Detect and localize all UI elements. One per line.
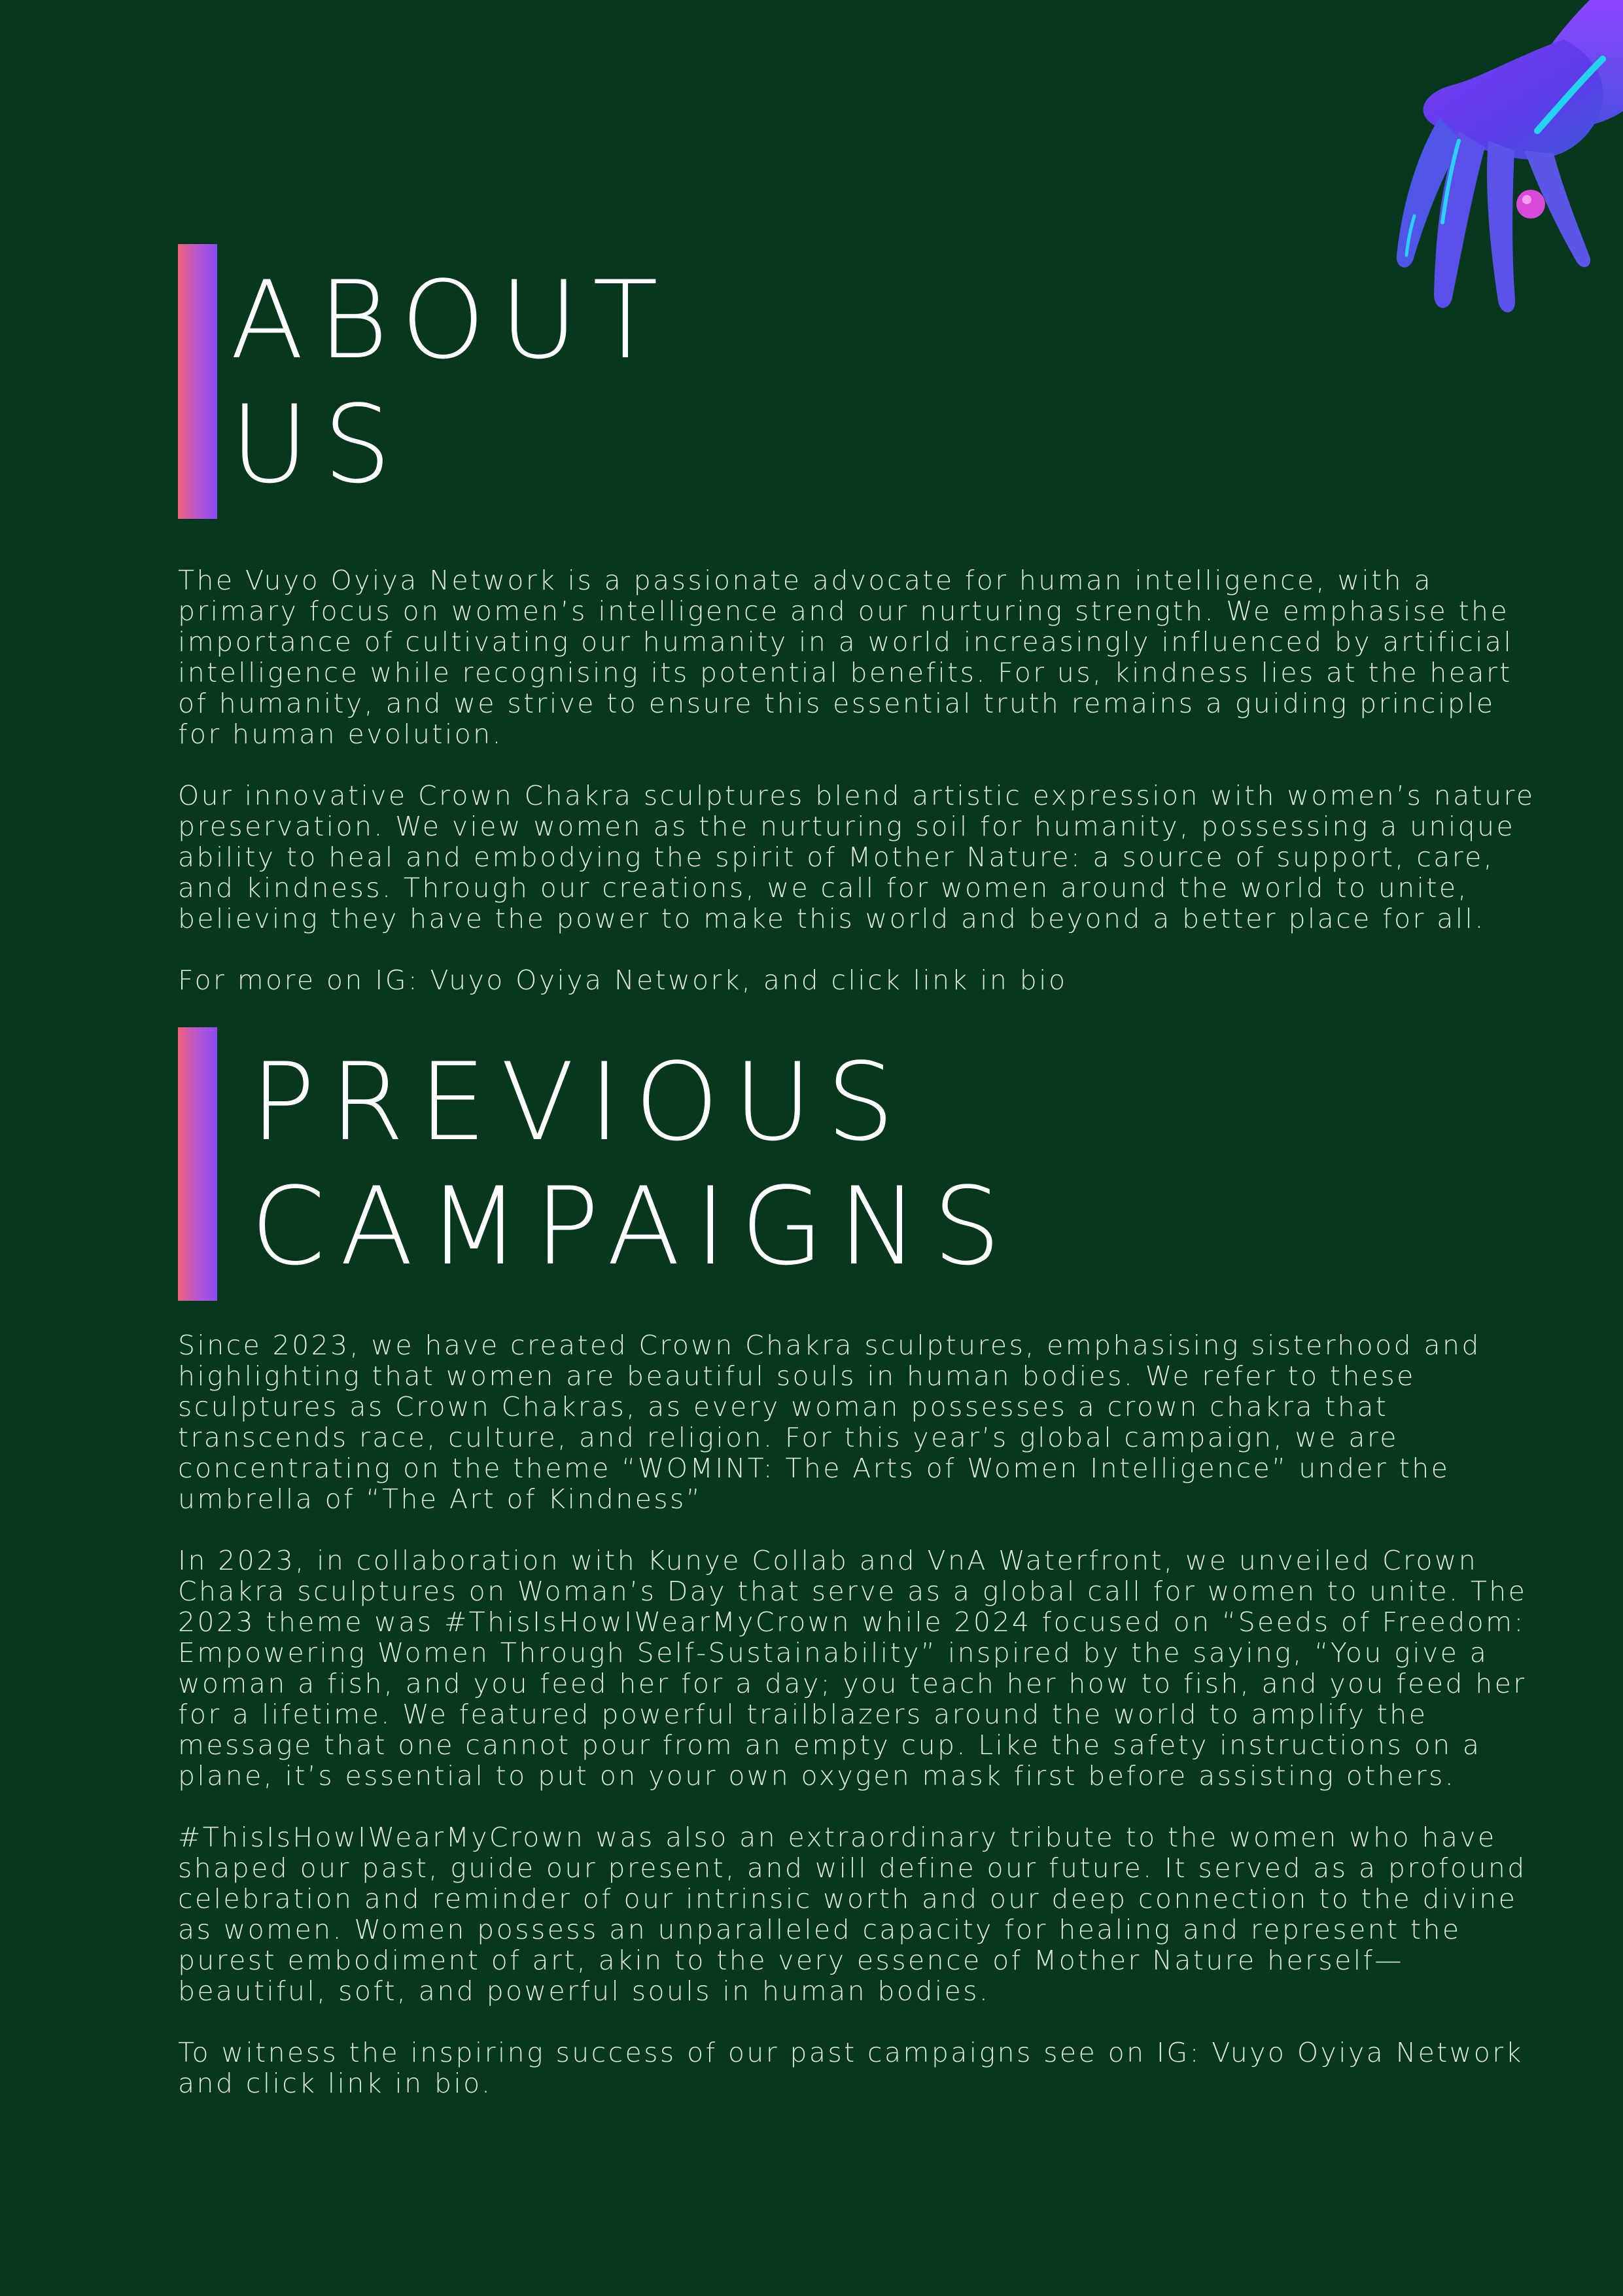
campaigns-heading: PREVIOUS CAMPAIGNS — [251, 1040, 1016, 1289]
campaigns-paragraph-1: Since 2023, we have created Crown Chakra sculptures, emphasising sisterhood and highlighting that women are beautiful souls in human bodies. We refer to these sculptures as Crown Chakras, as every woman possesses a crown chakra that transcends race, culture, and religion. For this year’s global campaign, we are concentrating on the theme “WOMINT: The Arts of Women Intelligence” under the umbrella of “The Art of Kindness” — [178, 1330, 1481, 1515]
reaching-hand-icon — [1263, 0, 1623, 327]
campaigns-body — [178, 1330, 1539, 2099]
campaigns-paragraph-2: In 2023, in collaboration with Kunye Collab and VnA Waterfront, we unveiled Crown Chakra sculptures on Woman’s Day that serve as a global call for women to unite. The 2023 theme was #ThisIsHowIWearMyCrown while 2024 focused on “Seeds of Freedom: Empowering Women Through Self-Sustainability” inspired by the saying, “You give a woman a fish, and you feed her for a day; you teach her how to fish, and you feed her for a lifetime. We featured powerful trailblazers around the world to amplify the message that one cannot pour from an empty cup. Like the safety instructions on a plane, it’s essential to put on your own oxygen mask first before assisting others. — [178, 1545, 1527, 1792]
campaigns-accent-bar — [178, 1027, 217, 1301]
about-heading: ABOUT US — [230, 258, 672, 507]
about-accent-bar — [178, 244, 217, 519]
about-paragraph-2: Our innovative Crown Chakra sculptures blend artistic expression with women’s nature preservation. We view women as the nurturing soil for humanity, possessing a unique ability to heal and embodying the spirit of Mother Nature: a source of support, care, and kindness. Through our creations, we call for women around the world to unite, believing they have the power to make this world and beyond a better place for all. — [178, 780, 1535, 934]
campaigns-paragraph-3: #ThisIsHowIWearMyCrown was also an extraordinary tribute to the women who have shaped our past, guide our present, and will define our future. It served as a profound celebration and reminder of our intrinsic worth and our deep connection to the divine as women. Women possess an unparalleled capacity for healing and represent the purest embodiment of art, akin to the very essence of Mother Nature herself—beautiful, soft, and powerful souls in human bodies. — [178, 1822, 1527, 2007]
about-paragraph-1: The Vuyo Oyiya Network is a passionate advocate for human intelligence, with a primary focus on women’s intelligence and our nurturing strength. We emphasise the importance of cultivating our humanity in a world increasingly influenced by artificial intelligence while recognising its potential benefits. For us, kindness lies at the heart of humanity, and we strive to ensure this essential truth remains a guiding principle for human evolution. — [178, 565, 1514, 750]
about-ig-note: For more on IG: Vuyo Oyiya Network, and click link in bio — [178, 964, 1068, 996]
campaigns-ig-note: To witness the inspiring success of our past campaigns see on IG: Vuyo Oyiya Network and click link in bio. — [178, 2037, 1524, 2099]
about-body — [178, 565, 1539, 996]
